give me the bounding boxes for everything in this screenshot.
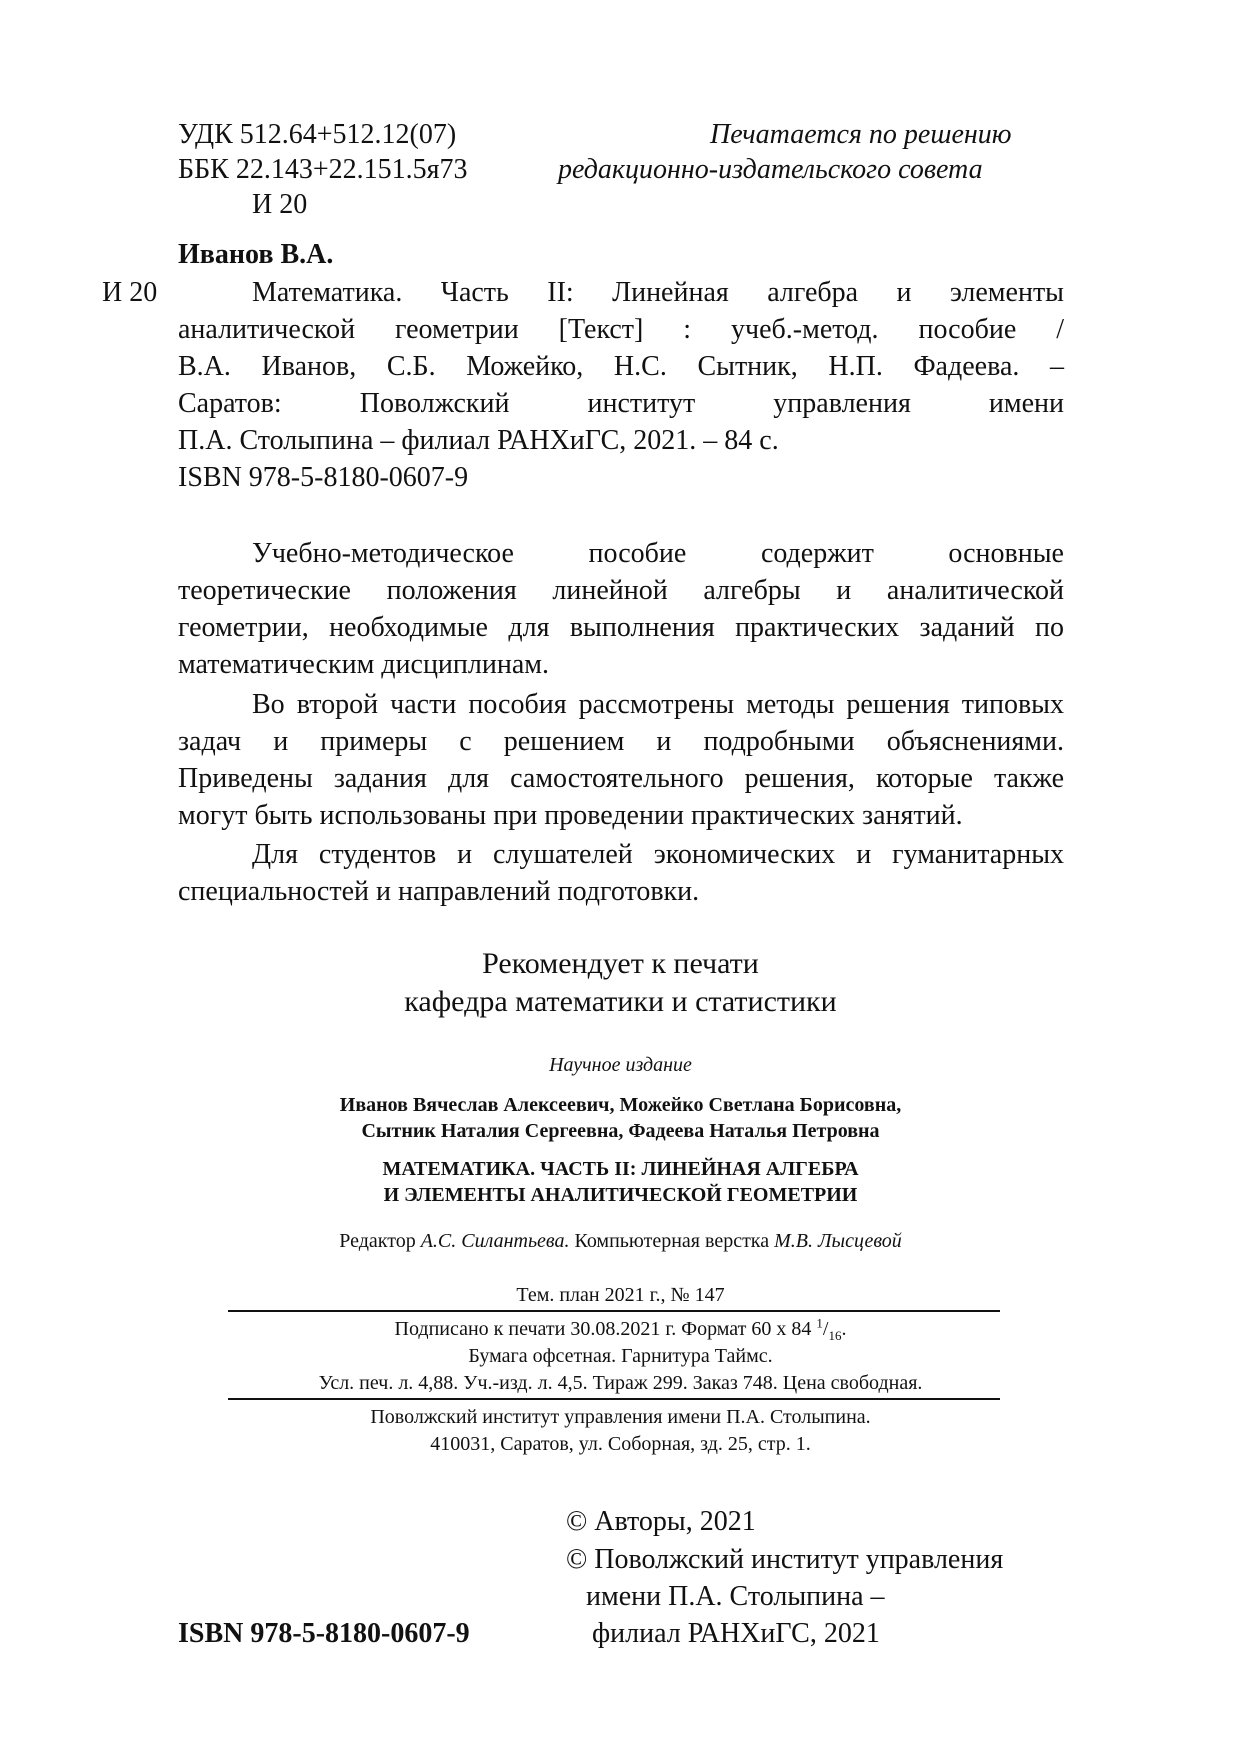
publisher-line-2: 410031, Саратов, ул. Соборная, зд. 25, стр. 1. [430, 1433, 811, 1455]
signed-to-print: Подписано к печати 30.08.2021 г. Формат 60 х 84 $^1/_{16}$. [394, 1315, 847, 1343]
copyright-line-1: © Авторы, 2021 [566, 1506, 756, 1537]
bib-line: П.А. Столыпина – филиал РАНХиГС, 2021. – 84 с. [178, 425, 779, 456]
abstract-line: Во второй части пособия рассмотрены методы решения типовых [252, 689, 1064, 720]
abstract-line: математическим дисциплинам. [178, 649, 549, 680]
copyright-line-2: © Поволжский институт управления [566, 1544, 1004, 1575]
publisher-line-1: Поволжский институт управления имени П.А. Столыпина. [370, 1406, 871, 1428]
bib-isbn: ISBN 978-5-8180-0607-9 [178, 462, 469, 493]
bbk-code: ББК 22.143+22.151.5я73 [178, 154, 468, 185]
abstract-line: геометрии, необходимые для выполнения практических заданий по [178, 612, 1064, 643]
bib-author: Иванов В.А. [178, 239, 334, 270]
author-sign-code: И 20 [252, 189, 308, 220]
signed-text: Подписано к печати 30.08.2021 г. Формат 60 х 84 [394, 1318, 812, 1340]
abstract-line: Для студентов и слушателей экономических и гуманитарных [252, 839, 1064, 870]
copyright-line-4: филиал РАНХиГС, 2021 [592, 1618, 880, 1649]
thematic-plan: Тем. план 2021 г., № 147 [516, 1284, 725, 1306]
recommend-line-1: Рекомендует к печати [482, 947, 759, 980]
bib-line: Саратов: Поволжский институт управления имени [178, 388, 1064, 419]
abstract-line: Приведены задания для самостоятельного решения, которые также [178, 763, 1064, 794]
print-note-line-1: Печатается по решению [710, 119, 1012, 150]
abstract-line: задач и примеры с решением и подробными объяснениями. [178, 726, 1064, 757]
abstract-line: могут быть использованы при проведении практических занятий. [178, 800, 963, 831]
bib-margin-code: И 20 [102, 277, 158, 308]
format-numerator: 1 [816, 1315, 823, 1331]
copyright-line-3: имени П.А. Столыпина – [586, 1581, 885, 1612]
udk-code: УДК 512.64+512.12(07) [178, 119, 457, 150]
footer-isbn: ISBN 978-5-8180-0607-9 [178, 1618, 470, 1649]
imprint-editors [0, 1228, 1241, 1255]
edition-kind: Научное издание [549, 1054, 692, 1076]
abstract-line: специальностей и направлений подготовки. [178, 876, 700, 907]
print-note-line-2: редакционно-издательского совета [558, 154, 983, 185]
layout-label: Компьютерная верстка [574, 1230, 770, 1252]
print-specs: Усл. печ. л. 4,88. Уч.-изд. л. 4,5. Тираж 299. Заказ 748. Цена свободная. [318, 1372, 923, 1394]
abstract-line: Учебно-методическое пособие содержит основные [252, 538, 1064, 569]
layout-name: М.В. Лысцевой [774, 1230, 902, 1252]
abstract-line: теоретические положения линейной алгебры и аналитической [178, 575, 1064, 606]
divider-bottom [228, 1398, 1000, 1400]
imprint-authors-2: Сытник Наталия Сергеевна, Фадеева Наталья Петровна [361, 1120, 880, 1142]
bib-line: Математика. Часть II: Линейная алгебра и элементы [252, 277, 1064, 308]
imprint-title-2: И ЭЛЕМЕНТЫ АНАЛИТИЧЕСКОЙ ГЕОМЕТРИИ [383, 1184, 858, 1206]
imprint-title-1: МАТЕМАТИКА. ЧАСТЬ II: ЛИНЕЙНАЯ АЛГЕБРА [382, 1158, 859, 1180]
editor-label: Редактор [339, 1230, 416, 1252]
divider-top [228, 1310, 1000, 1312]
format-denominator: 16 [828, 1328, 842, 1343]
editor-name: А.С. Силантьева. [420, 1230, 570, 1252]
imprint-authors-1: Иванов Вячеслав Алексеевич, Можейко Светлана Борисовна, [339, 1094, 902, 1116]
recommend-line-2: кафедра математики и статистики [404, 985, 837, 1018]
bib-line: аналитической геометрии [Текст] : учеб.-метод. пособие / [178, 314, 1064, 345]
bib-line: В.А. Иванов, С.Б. Можейко, Н.С. Сытник, Н.П. Фадеева. – [178, 351, 1064, 382]
paper-typeface: Бумага офсетная. Гарнитура Таймс. [468, 1345, 773, 1367]
